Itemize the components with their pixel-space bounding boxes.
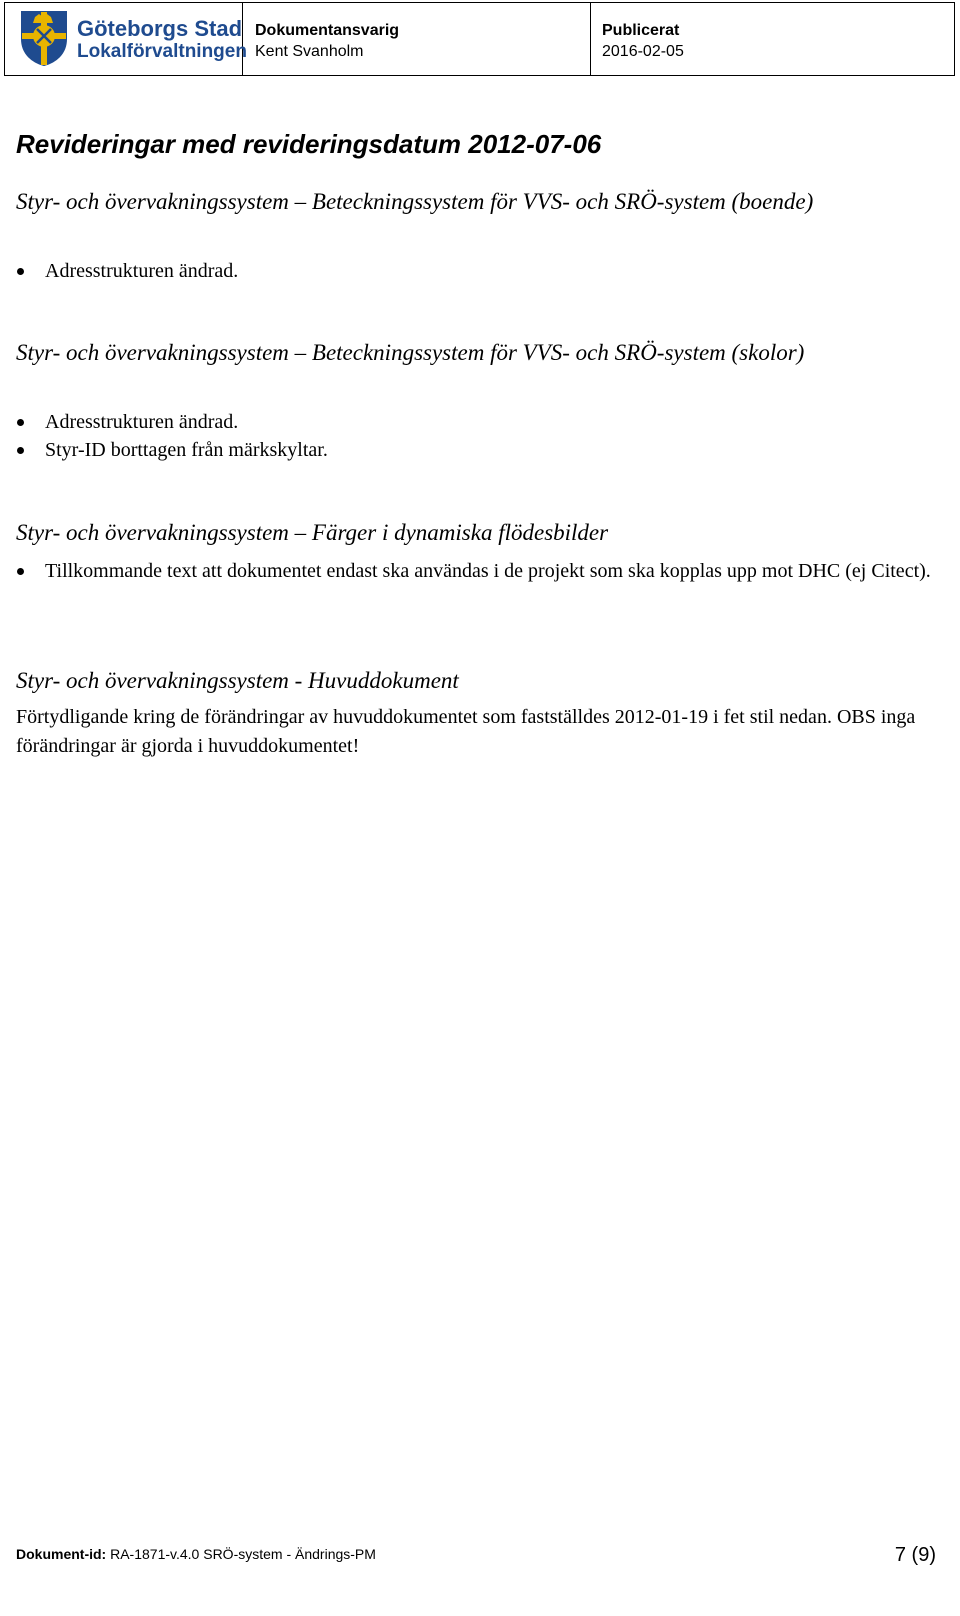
- bullet-text: Tillkommande text att dokumentet endast ska användas i de projekt som ska kopplas upp mot DHC (ej Citect).: [45, 560, 931, 582]
- brand-line-1: Göteborgs Stad: [77, 16, 243, 41]
- responsible-label: Dokumentansvarig: [255, 22, 400, 39]
- document-header: [4, 2, 955, 76]
- section-paragraph-huvuddokument: Förtydligande kring de förändringar av huvuddokumentet som fastställdes 2012-01-19 i fet stil nedan. OBS inga förändringar är gjorda i huvuddokumentet!: [16, 706, 916, 757]
- organization-logo: [5, 3, 247, 75]
- bullet-icon: [17, 568, 24, 575]
- brand-name: [77, 17, 247, 63]
- section-title-skolor: Styr- och övervakningssystem – Beteckningssystem för VVS- och SRÖ-system (skolor): [16, 340, 805, 365]
- list-item: [16, 257, 936, 285]
- section-title-boende: Styr- och övervakningssystem – Beteckningssystem för VVS- och SRÖ-system (boende): [16, 189, 814, 214]
- section-bullets-skolor: [16, 408, 936, 464]
- revision-title: Revideringar med revideringsdatum 2012-07-06: [16, 129, 602, 159]
- document-id-value: RA-1871-v.4.0 SRÖ-system - Ändrings-PM: [110, 1546, 376, 1562]
- section-title-huvuddokument: Styr- och övervakningssystem - Huvuddokument: [16, 668, 459, 693]
- document-id: [16, 1545, 376, 1563]
- bullet-text: Styr-ID borttagen från märkskyltar.: [45, 439, 328, 461]
- bullet-icon: [17, 419, 24, 426]
- list-item: [16, 436, 936, 464]
- bullet-text: Adresstrukturen ändrad.: [45, 411, 239, 433]
- document-id-label: Dokument-id:: [16, 1546, 107, 1562]
- section-bullets-boende: [16, 257, 936, 285]
- list-item: [16, 408, 936, 436]
- published-label: Publicerat: [602, 22, 680, 39]
- brand-line-2: Lokalförvaltningen: [77, 41, 247, 62]
- document-responsible-cell: [243, 3, 591, 75]
- bullet-icon: [17, 268, 24, 275]
- bullet-text: Adresstrukturen ändrad.: [45, 260, 239, 282]
- page-number: 7 (9): [894, 1544, 936, 1566]
- responsible-value: Kent Svanholm: [255, 43, 364, 60]
- section-bullets-farger: [16, 557, 936, 585]
- city-crest-icon: [19, 9, 69, 67]
- section-title-farger: Styr- och övervakningssystem – Färger i dynamiska flödesbilder: [16, 520, 609, 545]
- list-item: [16, 557, 936, 585]
- bullet-icon: [17, 447, 24, 454]
- published-cell: [591, 3, 956, 75]
- published-value: 2016-02-05: [602, 43, 684, 60]
